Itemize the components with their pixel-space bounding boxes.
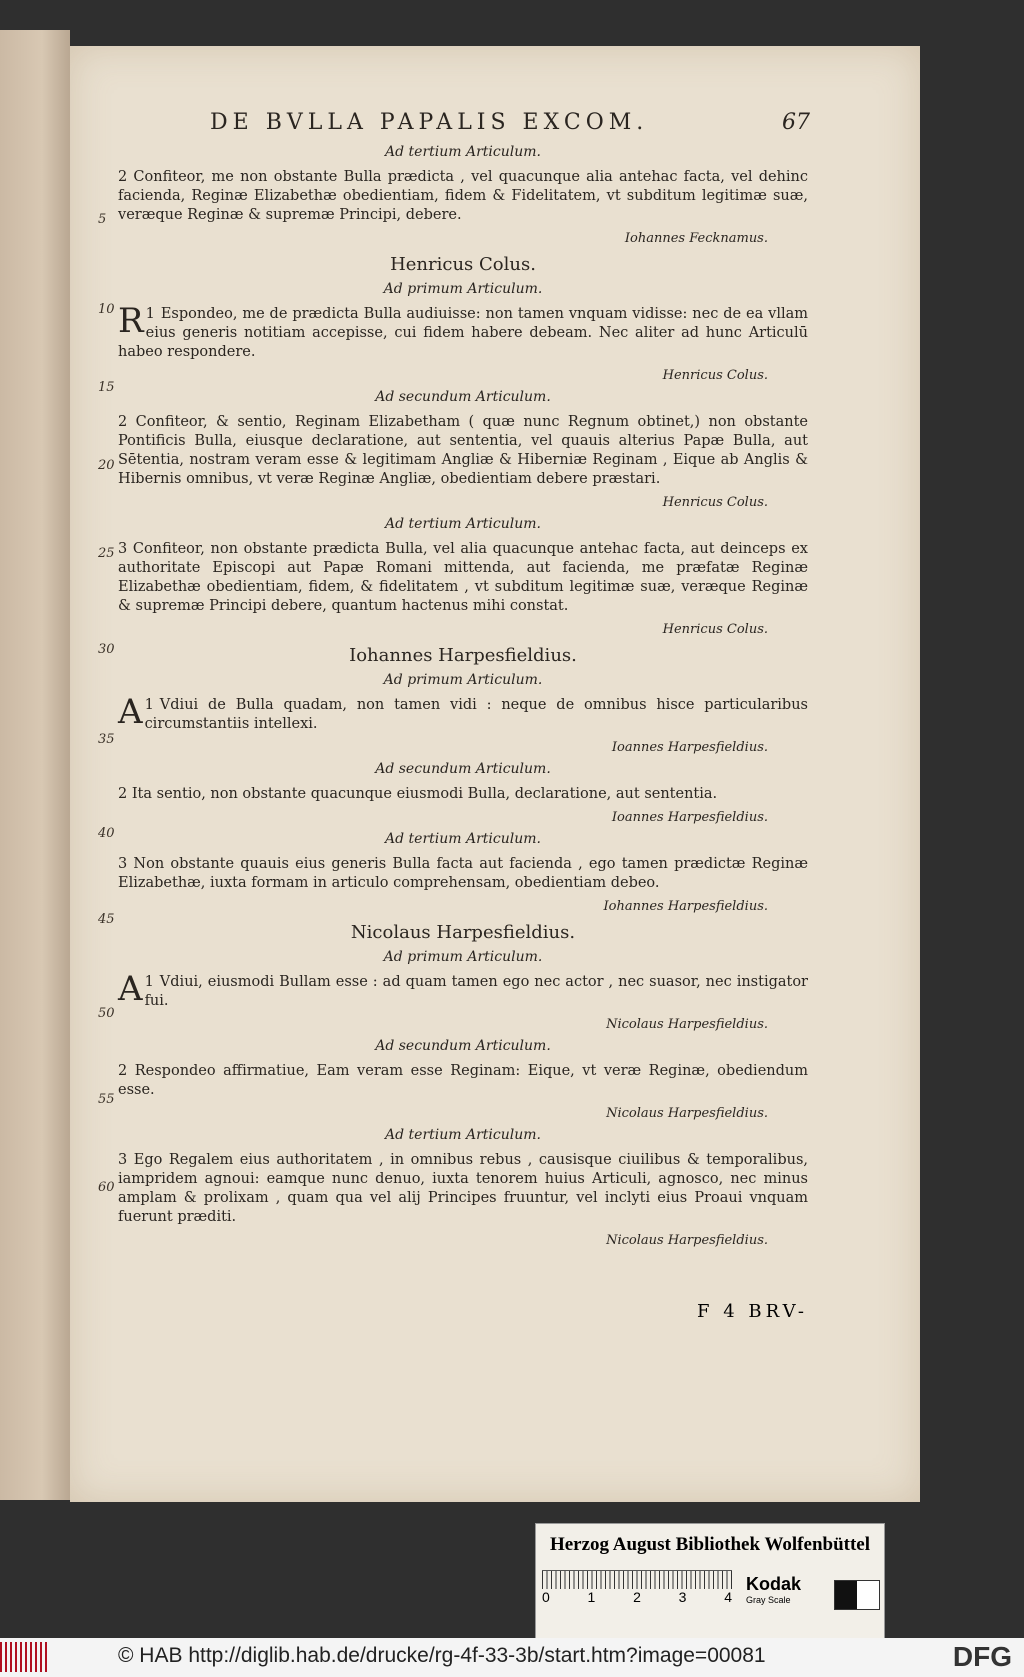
margin-number: 60 bbox=[98, 1180, 115, 1195]
response-paragraph bbox=[118, 301, 808, 362]
margin-number: 20 bbox=[98, 458, 115, 473]
margin-number: 40 bbox=[98, 826, 115, 841]
article-heading: Ad primum Articulum. bbox=[383, 281, 543, 297]
article-heading: Ad tertium Articulum. bbox=[385, 144, 541, 160]
signature: Iohannes Fecknamus. bbox=[624, 231, 768, 246]
margin-number: 35 bbox=[98, 732, 115, 747]
scale-number: 2 bbox=[633, 1589, 641, 1605]
signature: Henricus Colus. bbox=[662, 622, 768, 637]
margin-number: 5 bbox=[98, 212, 107, 227]
signature: Iohannes Harpesfieldius. bbox=[603, 899, 768, 914]
running-head: DE BVLLA PAPALIS EXCOM. 67 bbox=[210, 110, 810, 135]
kodak-logo: Kodak Gray Scale bbox=[746, 1574, 802, 1605]
response-paragraph bbox=[118, 540, 808, 616]
page-body bbox=[118, 138, 808, 1252]
paragraph-text: 3 Ego Regalem eius authoritatem , in omnibus rebus , causisque ciuilibus & temporalibus, iampridem agnoui: eamque nunc denuo, iuxta tenorem huius Articuli, agnosco, nec minus amplam & prolixam , quam qua vel alij Principes fruuntur, vel inclyti eius Proaui vnquam fuerunt præditi. bbox=[118, 1152, 808, 1225]
gray-scale-patch bbox=[834, 1580, 880, 1610]
scale-number: 3 bbox=[678, 1589, 687, 1605]
item-number: 1 bbox=[144, 697, 154, 713]
margin-number: 15 bbox=[98, 380, 115, 395]
margin-number: 45 bbox=[98, 912, 115, 927]
item-number: 1 bbox=[144, 974, 154, 990]
scale-number: 1 bbox=[587, 1589, 596, 1605]
paragraph-text: Vdiui de Bulla quadam, non tamen vidi : neque de omnibus hisce particularibus circumstantiis intellexi. bbox=[144, 697, 808, 732]
paragraph-text: 2 Ita sentio, non obstante quacunque eiusmodi Bulla, declaratione, aut sententia. bbox=[118, 786, 718, 802]
paragraph-text: Vdiui, eiusmodi Bullam esse : ad quam tamen ego nec actor , nec suasor, nec instigator fui. bbox=[144, 974, 808, 1009]
ruler-ticks bbox=[542, 1571, 732, 1589]
margin-number: 50 bbox=[98, 1006, 115, 1021]
page-number: 67 bbox=[782, 110, 810, 135]
article-heading: Ad primum Articulum. bbox=[383, 949, 543, 965]
article-heading: Ad tertium Articulum. bbox=[385, 1127, 541, 1143]
signature: Nicolaus Harpesfieldius. bbox=[606, 1233, 768, 1248]
margin-number: 55 bbox=[98, 1092, 115, 1107]
article-heading: Ad secundum Articulum. bbox=[375, 1038, 551, 1054]
scale-number: 4 bbox=[724, 1589, 732, 1605]
previous-page-edge bbox=[0, 30, 70, 1500]
paragraph-text: 2 Confiteor, & sentio, Reginam Elizabetham ( quæ nunc Regnum obtinet,) non obstante Pontificis Bulla, eiusque declaratione, aut sententia, vel quauis alterius Papæ Bulla, aut Sētentia, nostram veram esse & legitimam Angliæ & Hiberniæ Reginam , Eique ab Anglis & Hibernis omnibus, vt veræ Reginæ Angliæ, obedientiam debere præstari. bbox=[118, 414, 808, 487]
signature: Henricus Colus. bbox=[662, 368, 768, 383]
source-url[interactable]: © HAB http://diglib.hab.de/drucke/rg-4f-33-3b/start.htm?image=00081 bbox=[118, 1644, 766, 1667]
response-paragraph bbox=[118, 785, 808, 804]
article-heading: Ad tertium Articulum. bbox=[385, 831, 541, 847]
respondent-name: Nicolaus Harpesfieldius. bbox=[350, 922, 576, 943]
signature: Henricus Colus. bbox=[662, 495, 768, 510]
drop-initial: R bbox=[118, 301, 144, 341]
article-heading: Ad tertium Articulum. bbox=[385, 516, 541, 532]
article-heading: Ad primum Articulum. bbox=[383, 672, 543, 688]
margin-number: 10 bbox=[98, 302, 115, 317]
signature: Ioannes Harpesfieldius. bbox=[611, 740, 768, 755]
response-paragraph bbox=[118, 1151, 808, 1227]
signature: Ioannes Harpesfieldius. bbox=[611, 810, 768, 825]
drop-initial: A bbox=[118, 969, 143, 1009]
response-paragraph bbox=[118, 969, 808, 1011]
item-number: 1 bbox=[145, 306, 155, 322]
response-paragraph bbox=[118, 168, 808, 225]
catchword: F 4 BRV- bbox=[697, 1301, 808, 1322]
dfg-logo: DFG bbox=[952, 1641, 1012, 1672]
article-heading: Ad secundum Articulum. bbox=[375, 761, 551, 777]
paragraph-text: 2 Respondeo affirmatiue, Eam veram esse Reginam: Eique, vt veræ Reginæ, obediendum esse. bbox=[118, 1063, 808, 1098]
library-name: Herzog August Bibliothek Wolfenbüttel bbox=[549, 1534, 871, 1555]
barcode-icon bbox=[0, 1642, 48, 1672]
book-page bbox=[70, 46, 920, 1502]
library-color-card bbox=[535, 1523, 885, 1640]
paragraph-text: Espondeo, me de prædicta Bulla audiuisse: non tamen vnquam vidisse: nec de ea vllam eius generis notitiam accepisse, cui fidem habere debeam. Nec aliter ad hunc Articulū habeo respondere. bbox=[118, 306, 808, 360]
article-heading: Ad secundum Articulum. bbox=[375, 389, 551, 405]
response-paragraph bbox=[118, 692, 808, 734]
footer-bar bbox=[0, 1638, 1024, 1677]
respondent-name: Iohannes Harpesfieldius. bbox=[349, 645, 577, 666]
signature: Nicolaus Harpesfieldius. bbox=[606, 1106, 768, 1121]
drop-initial: A bbox=[118, 692, 143, 732]
response-paragraph bbox=[118, 1062, 808, 1100]
scale-number: 0 bbox=[542, 1589, 550, 1605]
paragraph-text: 3 Non obstante quauis eius generis Bulla facta aut facienda , ego tamen prædictæ Reginæ Elizabethæ, iuxta formam in articulo comprehensam, obedientiam debeo. bbox=[118, 856, 808, 891]
ruler-scale bbox=[542, 1570, 732, 1619]
response-paragraph bbox=[118, 413, 808, 489]
margin-number: 30 bbox=[98, 642, 115, 657]
paragraph-text: 3 Confiteor, non obstante prædicta Bulla, vel alia quacunque antehac facta, aut deinceps ex authoritate Episcopi aut Papæ Romani mittenda, aut facienda, me præfatæ Reginæ Elizabethæ obedientiam, fidem, & fidelitatem , vt subditum legitimæ suæ, veræque Reginæ & supremæ Principi debere, quantum hactenus mihi constat. bbox=[118, 541, 808, 614]
signature: Nicolaus Harpesfieldius. bbox=[606, 1017, 768, 1032]
response-paragraph bbox=[118, 855, 808, 893]
margin-number: 25 bbox=[98, 546, 115, 561]
respondent-name: Henricus Colus. bbox=[390, 254, 536, 275]
paragraph-text: 2 Confiteor, me non obstante Bulla prædicta , vel quacunque alia antehac facta, vel dehinc facienda, Reginæ Elizabethæ obedientiam, fidem & Fidelitatem, vt subditum legitimæ suæ, veræque Reginæ & supremæ Principi, debere. bbox=[118, 169, 808, 223]
